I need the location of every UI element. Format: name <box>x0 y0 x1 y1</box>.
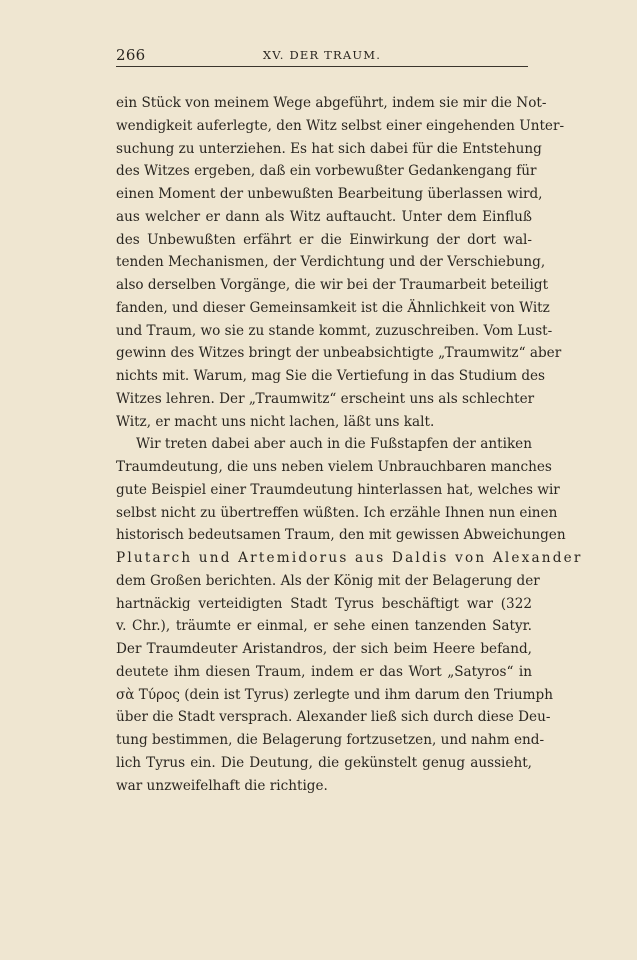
text-line: also derselben Vorgänge, die wir bei der Traumarbeit beteiligt <box>116 277 549 293</box>
text-line: gute Beispiel einer Traumdeutung hinterlassen hat, welches wir <box>116 481 560 498</box>
text-line: nichts mit. Warum, mag Sie die Vertiefung in das Studium des <box>116 368 546 384</box>
text-line: historisch bedeutsamen Traum, den mit gewissen Abweichungen <box>116 527 566 544</box>
text-line: Plutarch und Artemidorus aus Daldis von Alexander <box>116 550 583 566</box>
text-line: über die Stadt versprach. Alexander ließ sich durch diese Deu- <box>116 709 551 726</box>
page-number: 266 <box>116 46 146 64</box>
text-line: war unzweifelhaft die richtige. <box>116 777 328 794</box>
text-line: dem Großen berichten. Als der König mit der Belagerung der <box>116 572 540 589</box>
text-line: lich Tyrus ein. Die Deutung, die gekünstelt genug aussieht, <box>116 754 532 771</box>
text-line: Der Traumdeuter Aristandros, der sich beim Heere befand, <box>116 641 532 657</box>
text-line: deutete ihm diesen Traum, indem er das Wort „Satyros“ in <box>116 663 532 680</box>
text-line: σὰ Τύρος (dein ist Tyrus) zerlegte und ihm darum den Triumph <box>116 686 553 703</box>
text-line: einen Moment der unbewußten Bearbeitung überlassen wird, <box>116 186 543 202</box>
text-line: fanden, und dieser Gemeinsamkeit ist die Ähnlichkeit von Witz <box>116 299 550 316</box>
text-line: Wir treten dabei aber auch in die Fußstapfen der antiken <box>136 436 532 453</box>
text-line: und Traum, wo sie zu stande kommt, zuzuschreiben. Vom Lust- <box>116 322 553 339</box>
text-line: suchung zu unterziehen. Es hat sich dabei für die Entstehung <box>116 140 542 157</box>
text-line: gewinn des Witzes bringt der unbeabsichtigte „Traumwitz“ aber <box>116 345 562 362</box>
text-line: des Witzes ergeben, daß ein vorbewußter Gedankengang für <box>116 163 537 180</box>
text-line: wendigkeit auferlegte, den Witz selbst einer eingehenden Unter- <box>116 117 565 134</box>
text-line: v. Chr.), träumte er einmal, er sehe einen tanzenden Satyr. <box>116 618 532 635</box>
text-line: aus welcher er dann als Witz auftaucht. Unter dem Einfluß <box>116 208 532 225</box>
body-text <box>116 92 583 797</box>
text-line: tenden Mechanismen, der Verdichtung und der Verschiebung, <box>116 254 546 271</box>
text-line: Traumdeutung, die uns neben vielem Unbrauchbaren manches <box>116 459 552 475</box>
text-line: selbst nicht zu übertreffen wüßten. Ich erzähle Ihnen nun einen <box>116 504 558 521</box>
text-line: des Unbewußten erfährt er die Einwirkung der dort wal- <box>116 231 532 248</box>
text-line: Witz, er macht uns nicht lachen, läßt uns kalt. <box>116 413 435 430</box>
text-line: ein Stück von meinem Wege abgeführt, indem sie mir die Not- <box>116 95 547 111</box>
text-line: Witzes lehren. Der „Traumwitz“ erscheint uns als schlechter <box>116 390 535 407</box>
text-line: hartnäckig verteidigten Stadt Tyrus beschäftigt war (322 <box>116 595 532 612</box>
page-header <box>116 44 528 67</box>
running-title: XV. DER TRAUM. <box>262 48 382 62</box>
text-line: tung bestimmen, die Belagerung fortzusetzen, und nahm end- <box>116 732 545 748</box>
